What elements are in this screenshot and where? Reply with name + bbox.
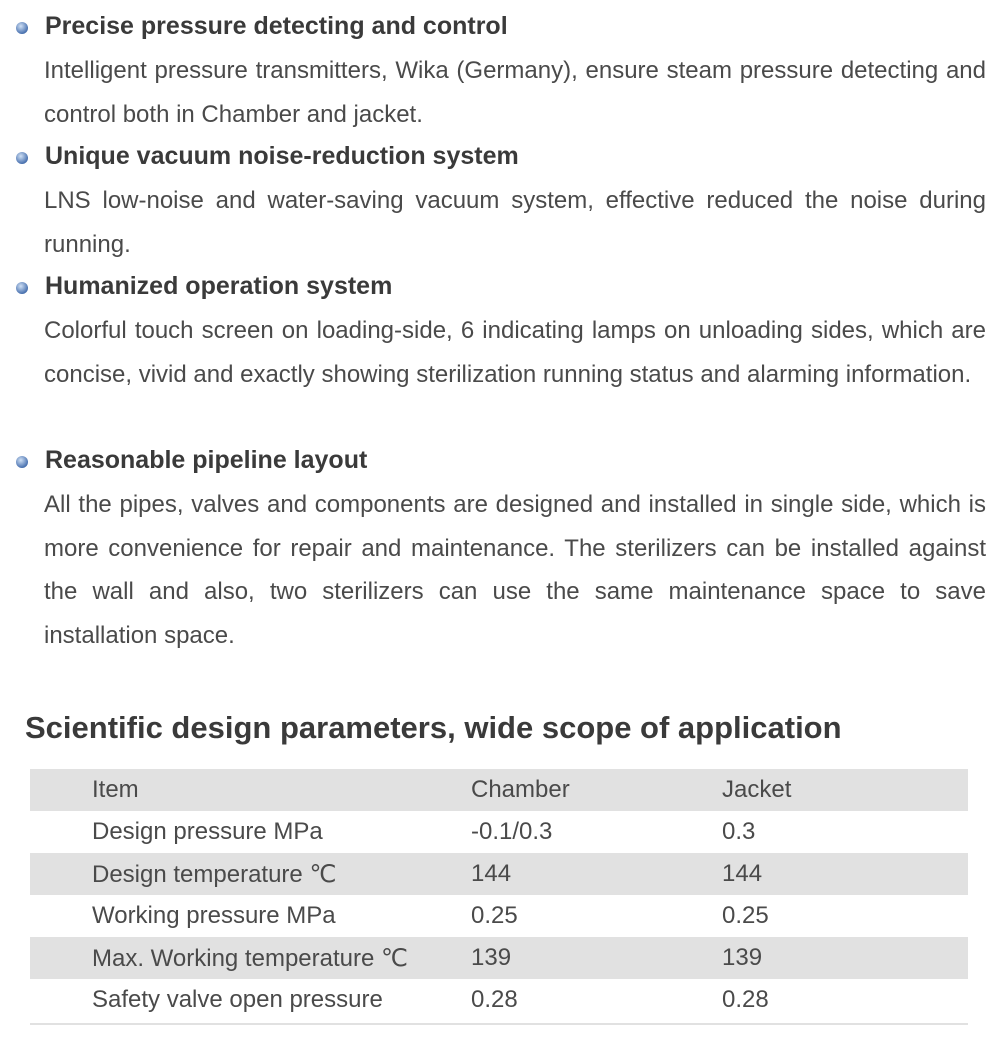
cell: 144 xyxy=(722,853,968,895)
feature-body: All the pipes, valves and components are designed and installed in single side, which is more convenience for repair and maintenance. The sterilizers can be installed against the wall and also, two sterilizers can use the same maintenance space to save installation space. xyxy=(44,491,986,649)
parameters-table xyxy=(30,769,968,1021)
cell: 0.25 xyxy=(722,902,769,929)
bullet-icon xyxy=(16,152,28,164)
cell: 0.28 xyxy=(471,986,518,1013)
cell: 139 xyxy=(722,937,968,979)
cell: Design pressure MPa xyxy=(92,818,323,845)
feature-title: Unique vacuum noise-reduction system xyxy=(45,142,519,170)
bullet-icon xyxy=(16,456,28,468)
cell: -0.1/0.3 xyxy=(471,818,553,845)
cell: 139 xyxy=(471,937,722,979)
table-bottom-divider xyxy=(30,1023,968,1025)
cell: 0.25 xyxy=(471,902,518,929)
feature-title: Precise pressure detecting and control xyxy=(45,12,508,40)
feature-title: Humanized operation system xyxy=(45,272,393,300)
table-row xyxy=(30,811,968,853)
feature-body: LNS low-noise and water-saving vacuum system, effective reduced the noise during running. xyxy=(44,187,986,258)
feature-body: Intelligent pressure transmitters, Wika (Germany), ensure steam pressure detecting and control both in Chamber and jacket. xyxy=(44,57,986,128)
cell: 144 xyxy=(471,853,722,895)
header-cell: Jacket xyxy=(722,769,968,811)
header-cell: Chamber xyxy=(471,769,722,811)
bullet-icon xyxy=(16,22,28,34)
section-title: Scientific design parameters, wide scope of application xyxy=(25,710,842,745)
cell: 0.3 xyxy=(722,818,756,845)
cell: 0.28 xyxy=(722,986,769,1013)
feature-body: Colorful touch screen on loading-side, 6 indicating lamps on unloading sides, which are concise, vivid and exactly showing sterilization running status and alarming information. xyxy=(44,317,986,388)
table-row xyxy=(30,895,968,937)
feature-title: Reasonable pipeline layout xyxy=(45,446,368,474)
table-row xyxy=(30,979,968,1021)
cell: Design temperature ℃ xyxy=(30,853,471,895)
cell: Working pressure MPa xyxy=(92,902,336,929)
cell: Safety valve open pressure xyxy=(92,986,383,1013)
cell: Max. Working temperature ℃ xyxy=(30,937,471,979)
table-row xyxy=(30,937,968,979)
table-row xyxy=(30,853,968,895)
table-header xyxy=(30,769,968,811)
header-cell: Item xyxy=(30,769,471,811)
bullet-icon xyxy=(16,282,28,294)
